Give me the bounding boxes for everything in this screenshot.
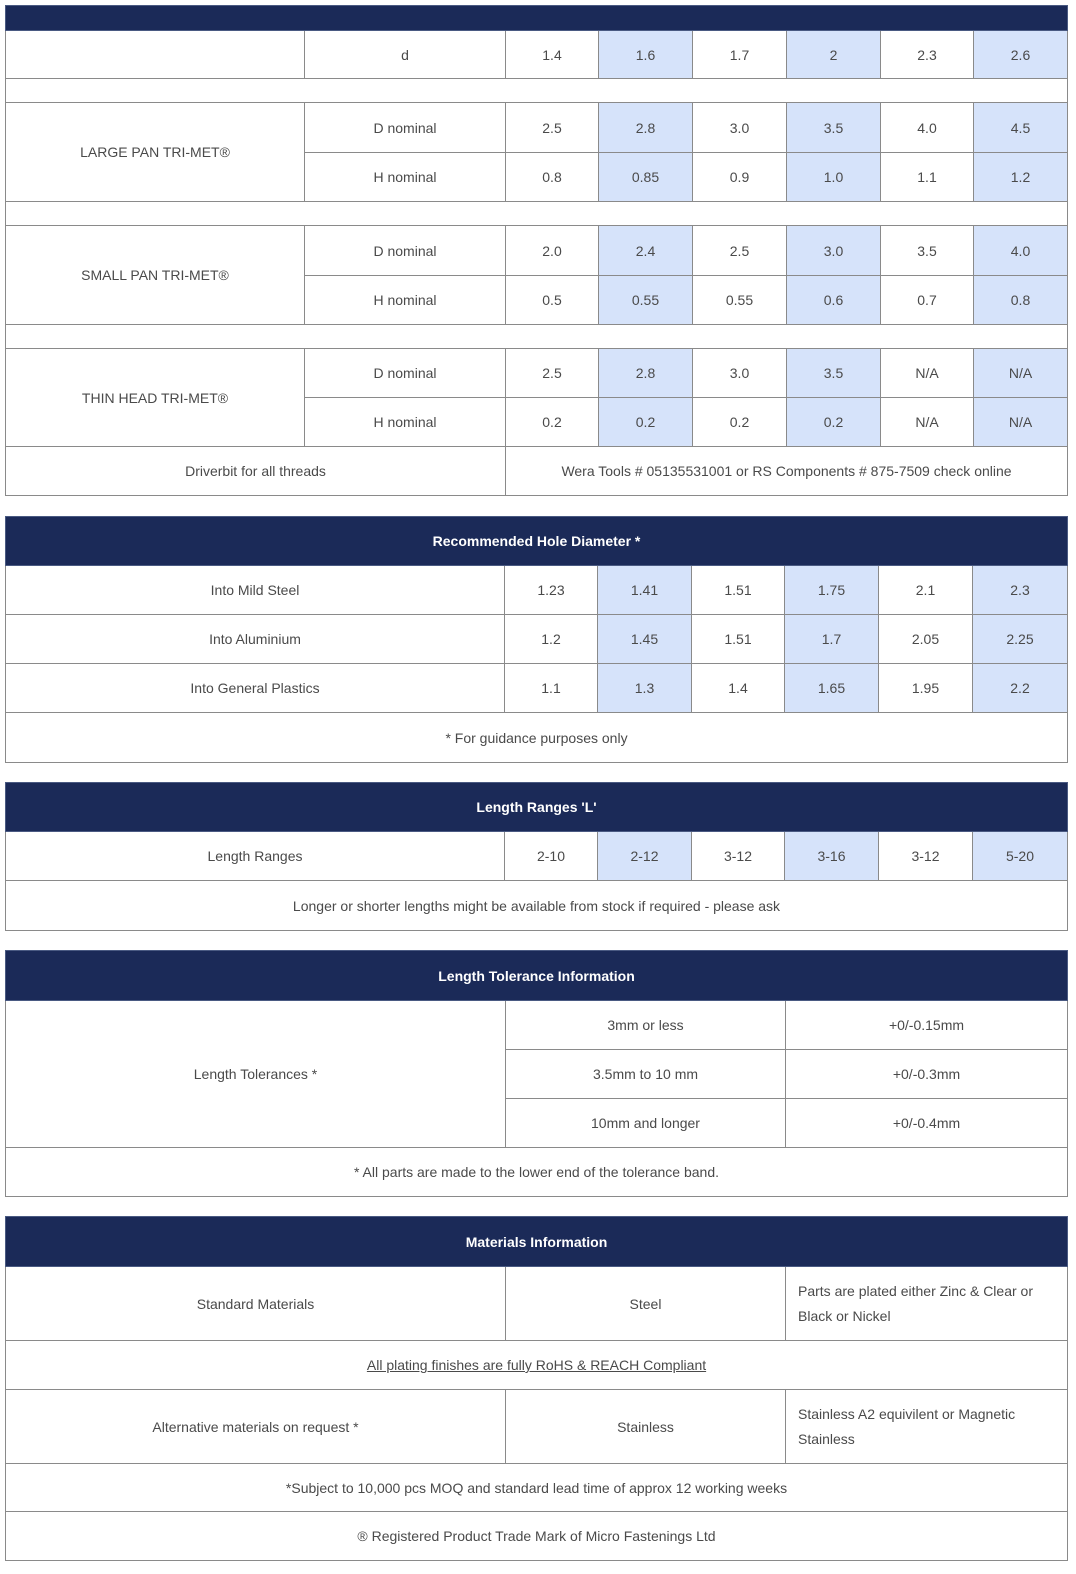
cell-value: N/A	[974, 398, 1068, 447]
d-label: d	[305, 31, 506, 79]
cell-value: 0.7	[881, 276, 974, 325]
standard-materials-label: Standard Materials	[6, 1267, 506, 1341]
cell-value: 0.8	[506, 153, 599, 202]
cell-value: 2.3	[973, 566, 1068, 615]
cell-value: 3.5	[787, 103, 881, 153]
rohs-compliance-note	[6, 1341, 1068, 1390]
alternative-materials-label: Alternative materials on request *	[6, 1390, 506, 1464]
d-value: 1.6	[599, 31, 693, 79]
cell-value: 2.8	[599, 349, 693, 398]
length-tolerances-label: Length Tolerances *	[6, 1001, 506, 1148]
standard-finish: Parts are plated either Zinc & Clear or Black or Nickel	[786, 1267, 1068, 1341]
cell-value: 3.5	[881, 226, 974, 276]
length-ranges-label: Length Ranges	[6, 832, 505, 881]
cell-value: 1.51	[692, 615, 785, 664]
materials-title: Materials Information	[6, 1217, 1068, 1267]
alternative-material: Stainless	[506, 1390, 786, 1464]
tolerance-note: * All parts are made to the lower end of the tolerance band.	[6, 1148, 1068, 1197]
head-dimensions-table	[5, 5, 1068, 496]
row-label: D nominal	[305, 226, 506, 276]
cell-value: 3-12	[879, 832, 973, 881]
guidance-note: * For guidance purposes only	[6, 713, 1068, 763]
cell-value: 1.51	[692, 566, 785, 615]
cell-value: 1.1	[881, 153, 974, 202]
cell-value: 0.9	[693, 153, 787, 202]
cell-value: 0.6	[787, 276, 881, 325]
cell-value: 1.23	[505, 566, 598, 615]
row-label: D nominal	[305, 103, 506, 153]
tolerance-value: +0/-0.3mm	[786, 1050, 1068, 1099]
tolerance-range: 3.5mm to 10 mm	[506, 1050, 786, 1099]
row-label: D nominal	[305, 349, 506, 398]
cell-value: 1.41	[598, 566, 692, 615]
dimensions-header-bar	[6, 6, 1068, 31]
cell-value: 2.0	[506, 226, 599, 276]
cell-value: 1.2	[505, 615, 598, 664]
cell-value: 2.1	[879, 566, 973, 615]
alternative-finish: Stainless A2 equivilent or Magnetic Stainless	[786, 1390, 1068, 1464]
d-value: 2	[787, 31, 881, 79]
cell-value: 3-12	[692, 832, 785, 881]
driverbit-value: Wera Tools # 05135531001 or RS Components # 875-7509 check online	[506, 447, 1068, 496]
row-label: H nominal	[305, 276, 506, 325]
cell-value: 1.7	[785, 615, 879, 664]
cell-value: 2.5	[506, 103, 599, 153]
hole-diameter-table	[5, 516, 1068, 763]
driverbit-label: Driverbit for all threads	[6, 447, 506, 496]
standard-material: Steel	[506, 1267, 786, 1341]
cell-value: 3-16	[785, 832, 879, 881]
cell-value: 0.2	[787, 398, 881, 447]
head-type-large-pan: LARGE PAN TRI-MET®	[6, 103, 305, 202]
cell-value: 0.55	[693, 276, 787, 325]
cell-value: 3.5	[787, 349, 881, 398]
cell-value: N/A	[881, 349, 974, 398]
spacer-row	[6, 202, 1068, 226]
cell-value: 0.2	[599, 398, 693, 447]
cell-value: 3.0	[693, 349, 787, 398]
cell-value: 0.2	[506, 398, 599, 447]
cell-value: 1.0	[787, 153, 881, 202]
cell-value: 4.5	[974, 103, 1068, 153]
moq-note: *Subject to 10,000 pcs MOQ and standard lead time of approx 12 working weeks	[6, 1464, 1068, 1512]
material-label: Into Aluminium	[6, 615, 505, 664]
cell-value: 3.0	[693, 103, 787, 153]
d-value: 1.4	[506, 31, 599, 79]
tolerance-range: 10mm and longer	[506, 1099, 786, 1148]
material-label: Into General Plastics	[6, 664, 505, 713]
cell-value: N/A	[881, 398, 974, 447]
cell-value: 1.95	[879, 664, 973, 713]
length-ranges-title: Length Ranges 'L'	[6, 783, 1068, 832]
head-type-small-pan: SMALL PAN TRI-MET®	[6, 226, 305, 325]
cell-value: 0.55	[599, 276, 693, 325]
cell-value: 2-12	[598, 832, 692, 881]
blank-cell	[6, 31, 305, 79]
cell-value: 2.5	[506, 349, 599, 398]
tolerance-value: +0/-0.4mm	[786, 1099, 1068, 1148]
tolerance-range: 3mm or less	[506, 1001, 786, 1050]
cell-value: 2-10	[505, 832, 598, 881]
cell-value: 1.2	[974, 153, 1068, 202]
material-label: Into Mild Steel	[6, 566, 505, 615]
rohs-compliance-link[interactable]: All plating finishes are fully RoHS & REACH Compliant	[366, 1357, 707, 1373]
cell-value: 1.75	[785, 566, 879, 615]
cell-value: 1.45	[598, 615, 692, 664]
cell-value: 0.85	[599, 153, 693, 202]
cell-value: 5-20	[973, 832, 1068, 881]
row-label: H nominal	[305, 398, 506, 447]
cell-value: N/A	[974, 349, 1068, 398]
materials-table	[5, 1216, 1068, 1561]
trademark-note: ® Registered Product Trade Mark of Micro Fastenings Ltd	[6, 1512, 1068, 1561]
spacer-row	[6, 325, 1068, 349]
cell-value: 0.2	[693, 398, 787, 447]
cell-value: 0.8	[974, 276, 1068, 325]
cell-value: 4.0	[974, 226, 1068, 276]
cell-value: 2.8	[599, 103, 693, 153]
cell-value: 3.0	[787, 226, 881, 276]
head-type-thin-head: THIN HEAD TRI-MET®	[6, 349, 305, 447]
length-ranges-table	[5, 782, 1068, 931]
d-value: 2.3	[881, 31, 974, 79]
cell-value: 1.65	[785, 664, 879, 713]
length-tolerance-table	[5, 950, 1068, 1197]
length-note: Longer or shorter lengths might be available from stock if required - please ask	[6, 881, 1068, 931]
d-value: 2.6	[974, 31, 1068, 79]
cell-value: 2.4	[599, 226, 693, 276]
cell-value: 4.0	[881, 103, 974, 153]
cell-value: 2.05	[879, 615, 973, 664]
cell-value: 1.1	[505, 664, 598, 713]
length-tolerance-title: Length Tolerance Information	[6, 951, 1068, 1001]
cell-value: 2.2	[973, 664, 1068, 713]
tolerance-value: +0/-0.15mm	[786, 1001, 1068, 1050]
cell-value: 1.4	[692, 664, 785, 713]
spacer-row	[6, 79, 1068, 103]
cell-value: 0.5	[506, 276, 599, 325]
row-label: H nominal	[305, 153, 506, 202]
cell-value: 1.3	[598, 664, 692, 713]
cell-value: 2.25	[973, 615, 1068, 664]
d-value: 1.7	[693, 31, 787, 79]
hole-diameter-title: Recommended Hole Diameter *	[6, 517, 1068, 566]
cell-value: 2.5	[693, 226, 787, 276]
